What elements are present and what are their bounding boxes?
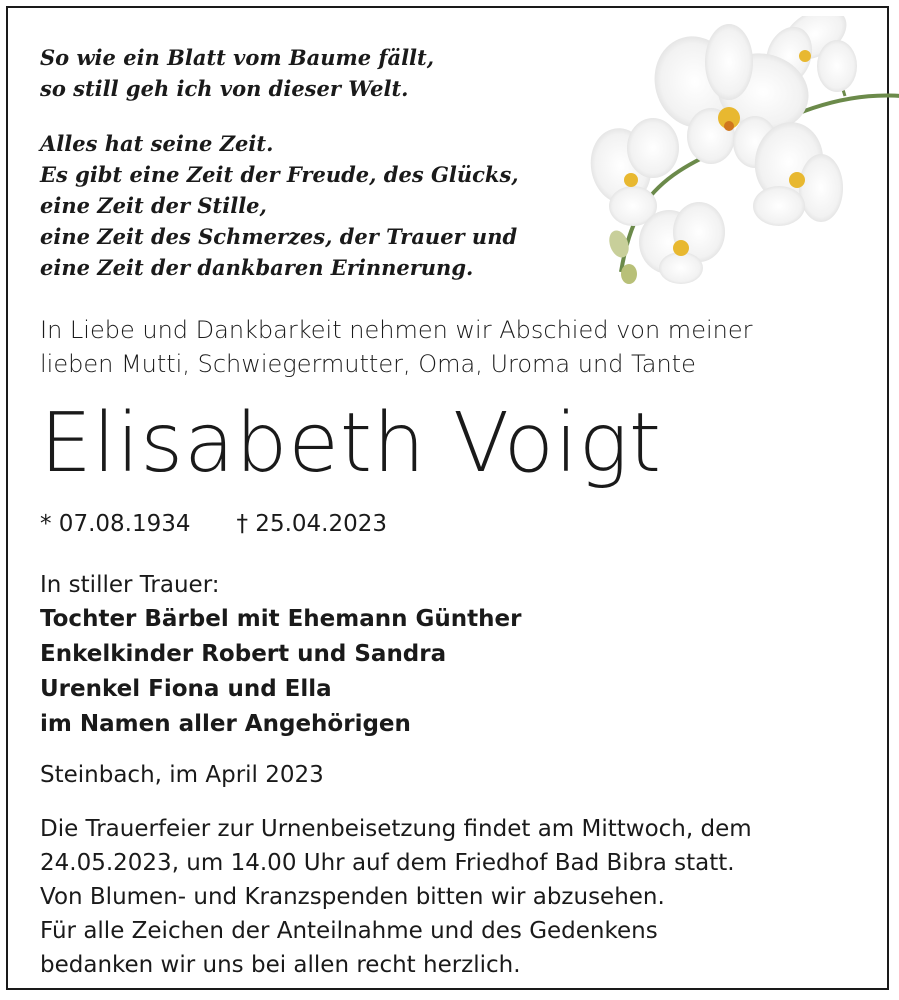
service-line: Von Blumen- und Kranzspenden bitten wir abzusehen. xyxy=(40,884,665,910)
poem-line: Alles hat seine Zeit. xyxy=(40,131,274,156)
mourner-line: Tochter Bärbel mit Ehemann Günther xyxy=(40,606,522,632)
service-line: bedanken wir uns bei allen recht herzlich. xyxy=(40,952,521,978)
poem-stanza-1 xyxy=(40,42,434,104)
deceased-name: Elisabeth Voigt xyxy=(40,396,663,491)
mourner-line: Enkelkinder Robert und Sandra xyxy=(40,641,447,667)
life-dates xyxy=(40,508,387,540)
poem-line: eine Zeit der Stille, xyxy=(40,193,267,218)
service-line: Die Trauerfeier zur Urnenbeisetzung findet am Mittwoch, dem xyxy=(40,816,752,842)
poem-stanza-2 xyxy=(40,128,519,283)
obituary-frame xyxy=(6,6,889,990)
poem-line: eine Zeit der dankbaren Erinnerung. xyxy=(40,255,474,280)
mourner-line: Urenkel Fiona und Ella xyxy=(40,676,332,702)
intro-line: In Liebe und Dankbarkeit nehmen wir Abschied von meiner xyxy=(40,316,753,344)
service-line: 24.05.2023, um 14.00 Uhr auf dem Friedhof Bad Bibra statt. xyxy=(40,850,735,876)
death-date: † 25.04.2023 xyxy=(236,511,387,537)
poem-line: Es gibt eine Zeit der Freude, des Glücks, xyxy=(40,162,519,187)
mourners-list xyxy=(40,602,521,742)
intro-text xyxy=(40,313,752,381)
poem-line: so still geh ich von dieser Welt. xyxy=(40,76,409,101)
orchid-image xyxy=(583,16,899,288)
birth-date: * 07.08.1934 xyxy=(40,511,191,537)
service-text xyxy=(40,812,752,982)
poem-line: eine Zeit des Schmerzes, der Trauer und xyxy=(40,224,518,249)
mourner-line: im Namen aller Angehörigen xyxy=(40,711,411,737)
intro-line: lieben Mutti, Schwiegermutter, Oma, Uroma und Tante xyxy=(40,350,696,378)
orchid-flower xyxy=(585,118,679,226)
place-date: Steinbach, im April 2023 xyxy=(40,762,324,788)
mourning-label: In stiller Trauer: xyxy=(40,572,220,598)
service-line: Für alle Zeichen der Anteilnahme und des Gedenkens xyxy=(40,918,658,944)
poem-line: So wie ein Blatt vom Baume fällt, xyxy=(40,45,435,70)
